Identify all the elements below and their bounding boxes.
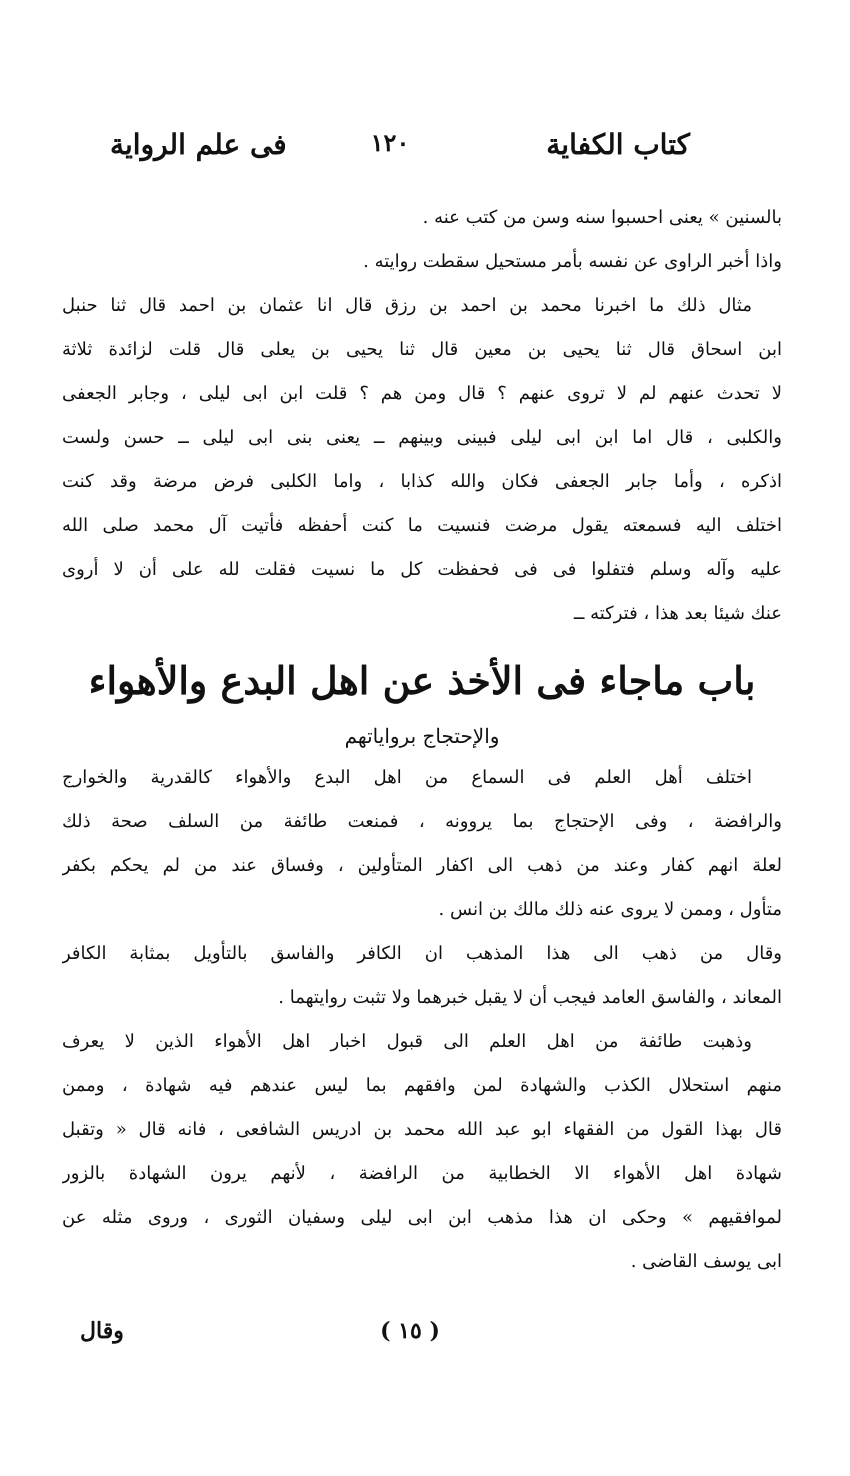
text-line: ابن اسحاق قال ثنا يحيى بن معين قال ثنا يحيى بن يعلى قال قلت لزائدة ثلاثة <box>62 339 782 360</box>
text-line: شهادة اهل الأهواء الا الخطابية من الرافضة ، لأنهم يرون الشهادة بالزور <box>62 1163 782 1184</box>
text-line: متأول ، وممن لا يروى عنه ذلك مالك بن انس . <box>438 899 782 920</box>
text-line: المعاند ، والفاسق العامد فيجب أن لا يقبل خبرهما ولا تثبت روايتهما . <box>278 987 782 1008</box>
text-line: واذا أخبر الراوى عن نفسه بأمر مستحيل سقطت روايته . <box>363 251 782 272</box>
page-body <box>62 196 782 1284</box>
text-line: وذهبت طائفة من اهل العلم الى قبول اخبار اهل الأهواء الذين لا يعرف <box>62 1031 752 1052</box>
text-line: مثال ذلك ما اخبرنا محمد بن احمد بن رزق قال انا عثمان بن احمد قال ثنا حنبل <box>62 295 752 316</box>
chapter-title: باب ماجاء فى الأخذ عن اهل البدع والأهواء <box>88 658 756 703</box>
text-line: قال بهذا القول من الفقهاء ابو عبد الله محمد بن ادريس الشافعى ، فانه قال « وتقبل <box>62 1119 782 1140</box>
text-line: اذكره ، وأما جابر الجعفى فكان والله كذابا ، واما الكلبى فرض مرضة وقد كنت <box>62 471 782 492</box>
signature-mark: ( ١٥ ) <box>380 1318 440 1344</box>
text-line: لا تحدث عنهم لم لا تروى عنهم ؟ قال ومن هم ؟ قلت ابن ابى ليلى ، وجابر الجعفى <box>62 383 782 404</box>
text-line: منهم استحلال الكذب والشهادة لمن وافقهم بما ليس عندهم فيه شهادة ، وممن <box>62 1075 782 1096</box>
text-line: والكلبى ، قال اما ابن ابى ليلى فبينى وبينهم ــ يعنى بنى ابى ليلى ــ حسن ولست <box>62 427 782 448</box>
text-line: والرافضة ، وفى الإحتجاج بما يروونه ، فمنعت طائفة من السلف صحة ذلك <box>62 811 782 832</box>
text-line: لموافقيهم » وحكى ان هذا مذهب ابن ابى ليلى وسفيان الثورى ، وروى مثله عن <box>62 1207 782 1228</box>
text-line: لعلة انهم كفار وعند من ذهب الى اكفار المتأولين ، وفساق عند من لم يحكم بكفر <box>62 855 782 876</box>
book-title: كتاب الكفاية <box>546 128 690 161</box>
text-line: اختلف اليه فسمعته يقول مرضت فنسيت ما كنت أحفظه فأتيت آل محمد صلى الله <box>62 515 782 536</box>
text-line: وقال من ذهب الى هذا المذهب ان الكافر والفاسق بالتأويل بمثابة الكافر <box>62 943 782 964</box>
text-line: عليه وآله وسلم فتفلوا فى فى فحفظت كل ما نسيت فقلت لله على أن لا أروى <box>62 559 782 580</box>
running-subject: فى علم الرواية <box>110 128 287 161</box>
chapter-subtitle: والإحتجاج برواياتهم <box>344 724 500 748</box>
catchword: وقال <box>80 1318 124 1344</box>
text-line: ابى يوسف القاضى . <box>630 1251 782 1272</box>
text-line: عنك شيئا بعد هذا ، فتركته ــ <box>573 603 782 624</box>
text-line: بالسنين » يعنى احسبوا سنه وسن من كتب عنه . <box>422 207 782 228</box>
page-footer <box>80 1318 740 1358</box>
text-line: اختلف أهل العلم فى السماع من اهل البدع والأهواء كالقدرية والخوارج <box>62 767 752 788</box>
page-number: ١٢٠ <box>370 128 410 157</box>
page-header <box>90 128 690 178</box>
